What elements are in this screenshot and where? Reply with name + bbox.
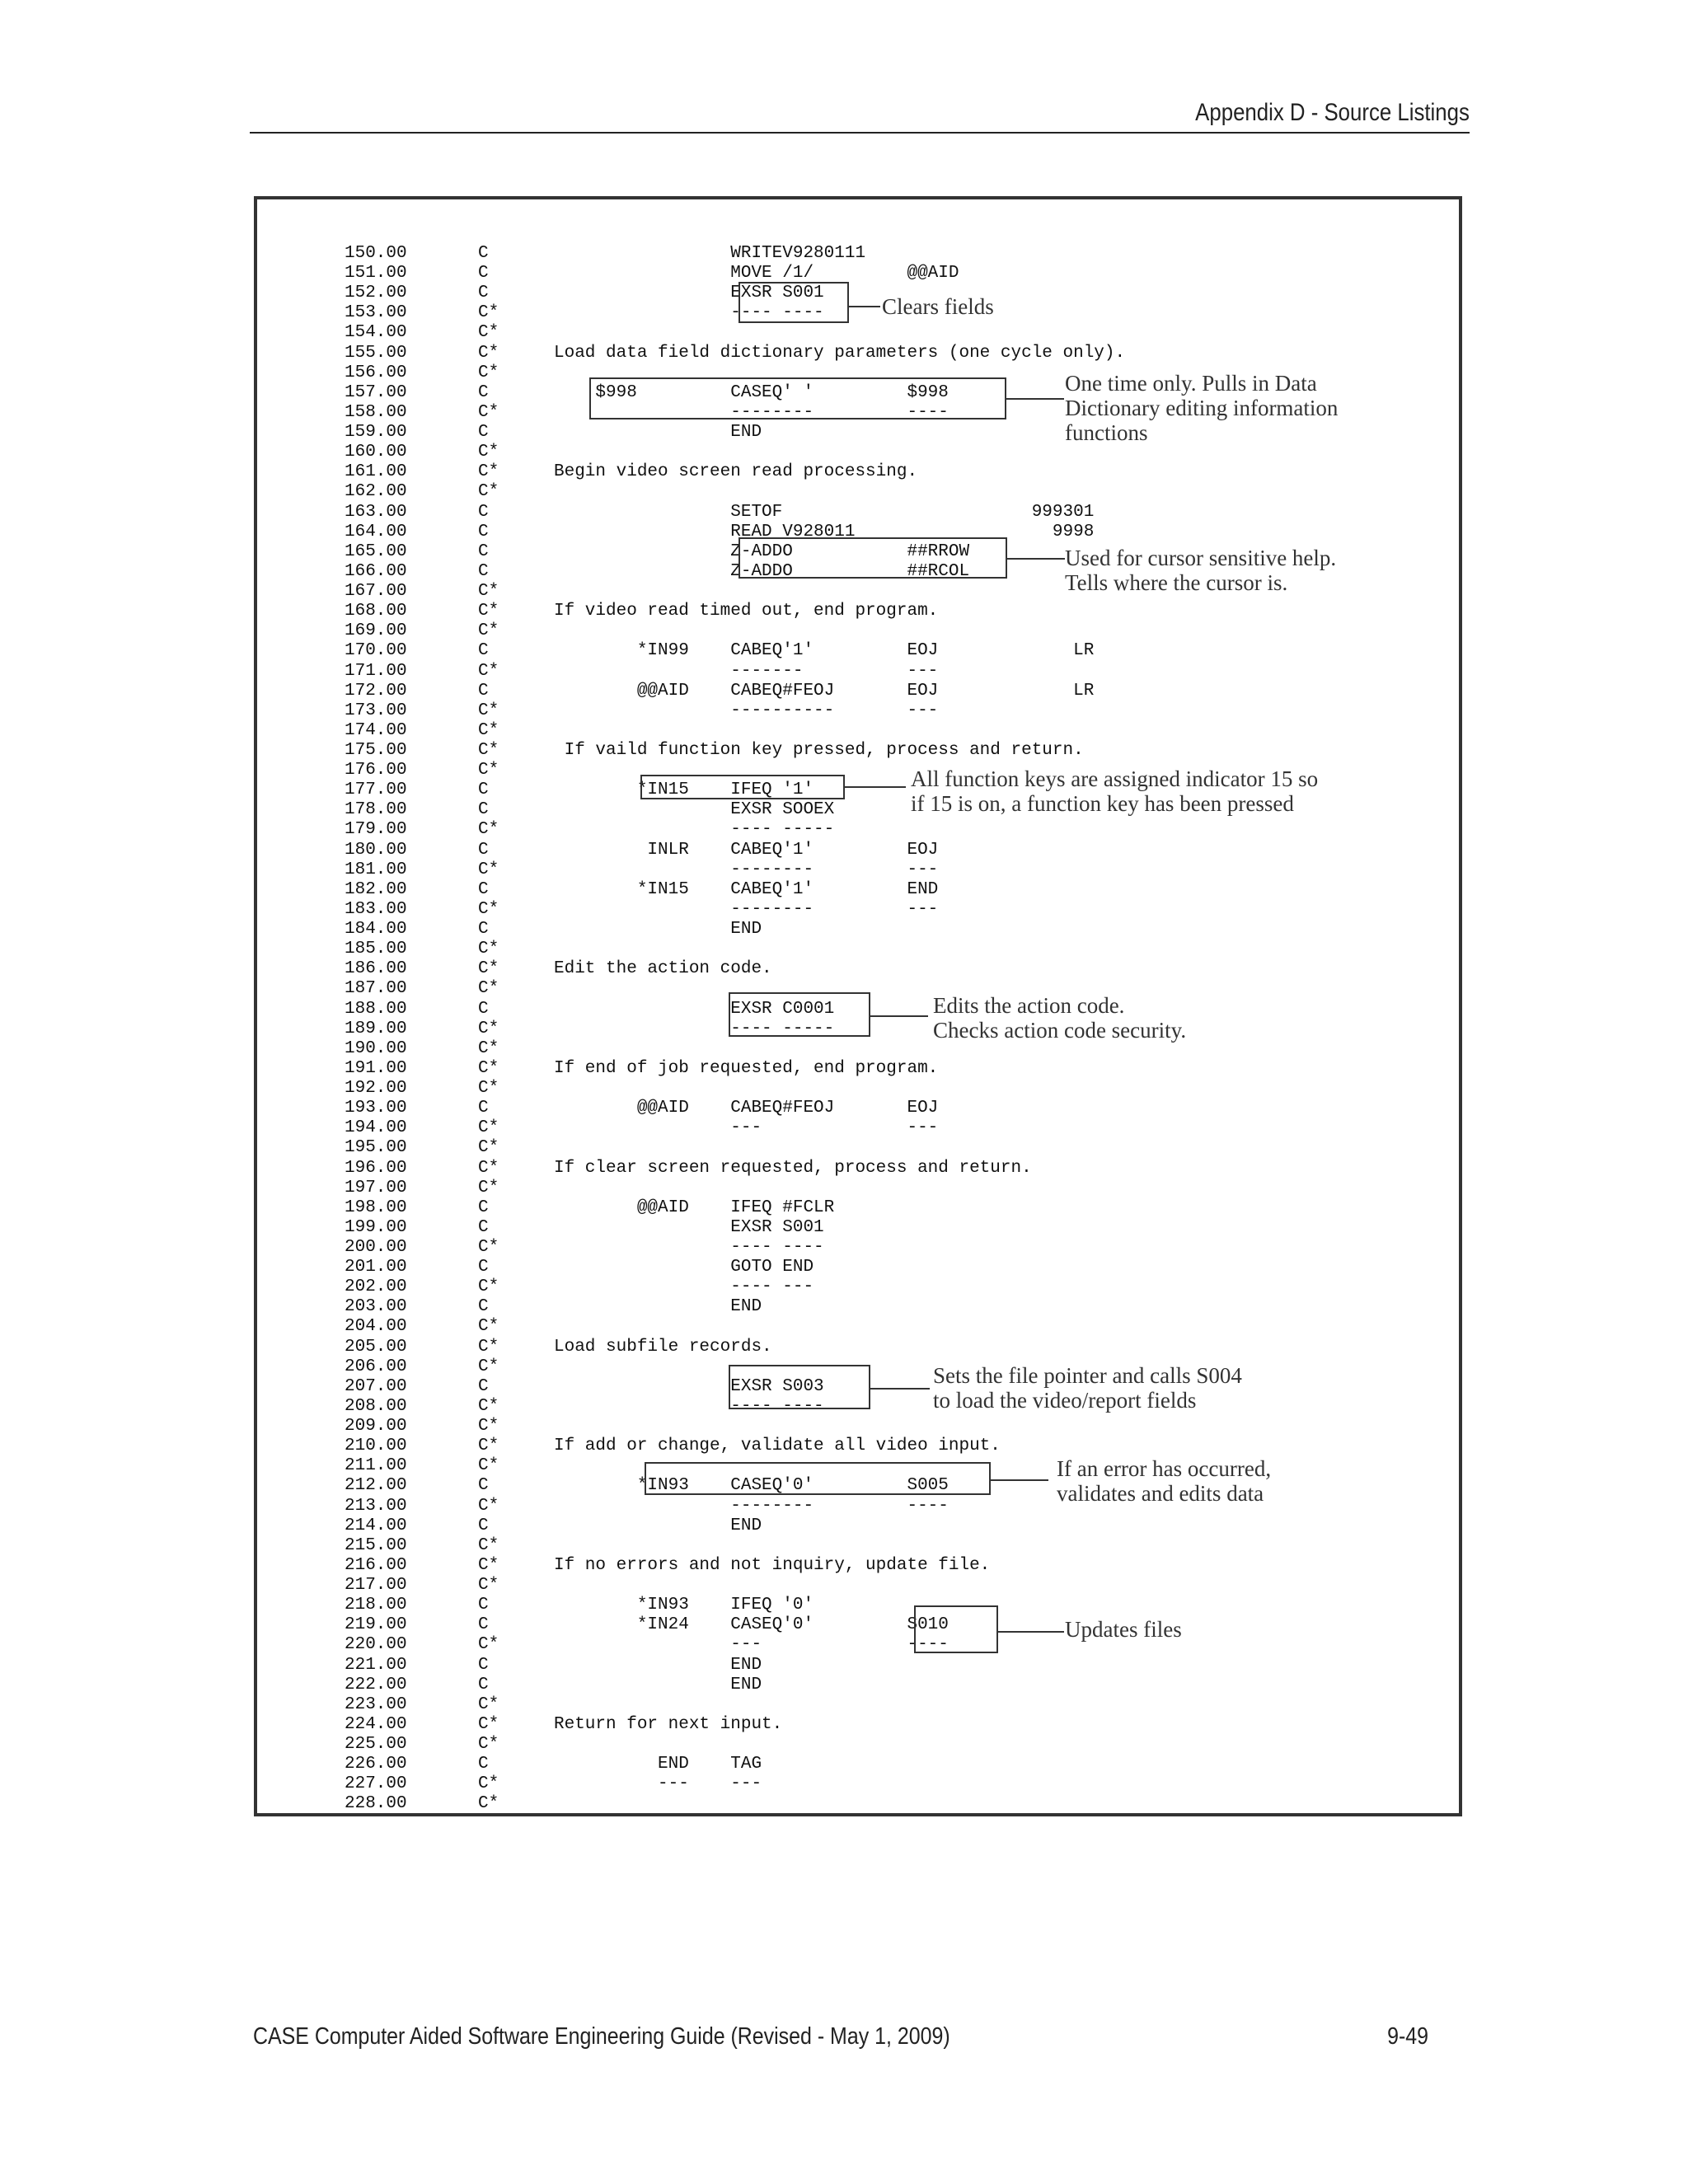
spec-type: C*	[478, 940, 499, 959]
spec-type: C*	[478, 661, 499, 681]
line-number: 184.00	[345, 920, 407, 940]
leader-one-time	[1006, 398, 1064, 400]
line-number: 174.00	[345, 720, 407, 740]
line-number: 185.00	[345, 940, 407, 959]
line-number: 207.00	[345, 1376, 407, 1396]
line-number: 154.00	[345, 323, 407, 343]
code-text: *IN15 CABEQ'1' END	[554, 879, 939, 899]
spec-type: C	[478, 244, 489, 263]
code-text: *IN93 CASEQ'0' S005	[554, 1476, 949, 1496]
line-number: 218.00	[345, 1596, 407, 1615]
spec-type: C	[478, 1376, 489, 1396]
line-number: 209.00	[345, 1417, 407, 1436]
line-number: 193.00	[345, 1099, 407, 1118]
code-text: ---- ----	[554, 1238, 824, 1257]
spec-type: C*	[478, 1714, 499, 1734]
spec-type: C*	[478, 1576, 499, 1596]
spec-type: C*	[478, 1555, 499, 1575]
callout-file-pointer: Sets the file pointer and calls S004 to load the video/report fields	[933, 1363, 1242, 1413]
code-text: @@AID CABEQ#FEOJ EOJ LR	[554, 681, 1095, 701]
box-exsr-s001	[738, 282, 849, 323]
code-text: If vaild function key pressed, process and return.	[554, 741, 1084, 760]
line-number: 171.00	[345, 661, 407, 681]
spec-type: C	[478, 800, 489, 820]
spec-type: C	[478, 999, 489, 1019]
line-number: 167.00	[345, 582, 407, 602]
code-text: READ V928011 9998	[554, 522, 1095, 541]
spec-type: C	[478, 681, 489, 701]
line-number: 199.00	[345, 1217, 407, 1237]
spec-type: C*	[478, 1178, 499, 1197]
line-number: 194.00	[345, 1118, 407, 1138]
line-number: 228.00	[345, 1794, 407, 1814]
line-number: 168.00	[345, 602, 407, 621]
line-number: 227.00	[345, 1774, 407, 1794]
line-number: 200.00	[345, 1238, 407, 1257]
spec-type: C*	[478, 1238, 499, 1257]
spec-type: C*	[478, 1118, 499, 1138]
line-number: 226.00	[345, 1755, 407, 1774]
code-text: EXSR S001	[554, 1217, 824, 1237]
code-text: ---- ---	[554, 1277, 814, 1297]
code-text: ---- -----	[554, 820, 835, 840]
code-text: INLR CABEQ'1' EOJ	[554, 840, 939, 860]
leader-clears-fields	[849, 306, 880, 307]
line-number: 201.00	[345, 1258, 407, 1277]
spec-type: C	[478, 1596, 489, 1615]
spec-type: C*	[478, 1694, 499, 1714]
box-exsr-c0001	[729, 992, 870, 1037]
page-header	[250, 97, 1470, 134]
spec-type: C*	[478, 1019, 499, 1038]
code-text: END	[554, 1297, 762, 1317]
line-number: 152.00	[345, 284, 407, 303]
spec-type: C*	[478, 899, 499, 919]
line-number: 151.00	[345, 264, 407, 284]
callout-one-time: One time only. Pulls in Data Dictionary editing information functions	[1065, 371, 1339, 445]
code-text: If no errors and not inquiry, update file.	[554, 1555, 991, 1575]
code-text: --- ---	[554, 1118, 939, 1138]
line-number: 183.00	[345, 899, 407, 919]
leader-cursor-help	[1007, 558, 1065, 560]
callout-edits-action: Edits the action code. Checks action code security.	[933, 993, 1187, 1043]
spec-type: C	[478, 879, 489, 899]
spec-type: C*	[478, 979, 499, 999]
line-number: 211.00	[345, 1456, 407, 1476]
callout-function-keys: All function keys are assigned indicator 15 so if 15 is on, a function key has been pressed	[911, 766, 1319, 816]
code-text: ------- ---	[554, 661, 939, 681]
line-number: 203.00	[345, 1297, 407, 1317]
spec-type: C*	[478, 1535, 499, 1555]
line-number: 159.00	[345, 423, 407, 443]
code-text: If clear screen requested, process and return.	[554, 1158, 1032, 1178]
spec-type: C*	[478, 1417, 499, 1436]
line-number: 165.00	[345, 541, 407, 561]
spec-type: C*	[478, 1635, 499, 1655]
line-number: 217.00	[345, 1576, 407, 1596]
line-number: 177.00	[345, 780, 407, 800]
spec-type: C*	[478, 741, 499, 760]
spec-type: C	[478, 1197, 489, 1217]
line-number: 213.00	[345, 1496, 407, 1516]
code-text: Load data field dictionary parameters (one cycle only).	[554, 343, 1126, 363]
code-text: If add or change, validate all video input.	[554, 1436, 1001, 1456]
line-number: 221.00	[345, 1655, 407, 1675]
code-text: If video read timed out, end program.	[554, 602, 939, 621]
code-text: Z-ADDO ##RROW	[554, 541, 970, 561]
code-text: -------- ----	[554, 402, 949, 422]
line-number: 214.00	[345, 1516, 407, 1535]
spec-type: C*	[478, 1337, 499, 1357]
spec-type: C*	[478, 959, 499, 979]
line-number: 222.00	[345, 1675, 407, 1694]
box-ifeq-in15	[640, 775, 845, 799]
line-number: 156.00	[345, 363, 407, 382]
code-text: ---------- ---	[554, 701, 939, 720]
spec-type: C*	[478, 701, 499, 720]
spec-type: C*	[478, 323, 499, 343]
code-text: EXSR S001	[554, 284, 824, 303]
spec-type: C*	[478, 621, 499, 641]
line-number: 150.00	[345, 244, 407, 263]
line-number: 175.00	[345, 741, 407, 760]
spec-type: C*	[478, 1038, 499, 1058]
spec-type: C	[478, 423, 489, 443]
line-number: 188.00	[345, 999, 407, 1019]
callout-clears-fields: Clears fields	[882, 294, 994, 319]
source-listing-frame	[254, 196, 1462, 1816]
spec-type: C	[478, 382, 489, 402]
box-caseq-998	[589, 377, 1006, 419]
line-number: 190.00	[345, 1038, 407, 1058]
spec-type: C	[478, 1615, 489, 1635]
spec-type: C	[478, 522, 489, 541]
line-number: 187.00	[345, 979, 407, 999]
spec-type: C	[478, 1655, 489, 1675]
line-number: 182.00	[345, 879, 407, 899]
line-number: 186.00	[345, 959, 407, 979]
spec-type: C*	[478, 343, 499, 363]
line-number: 181.00	[345, 860, 407, 879]
code-text: *IN24 CASEQ'0' S010	[554, 1615, 949, 1635]
code-text: $998 CASEQ' ' $998	[554, 382, 949, 402]
code-text: -------- ----	[554, 1496, 949, 1516]
spec-type: C	[478, 920, 489, 940]
code-text: -------- ---	[554, 860, 939, 879]
line-number: 191.00	[345, 1058, 407, 1078]
code-text: Load subfile records.	[554, 1337, 772, 1357]
spec-type: C	[478, 502, 489, 522]
code-text: WRITEV9280111	[554, 244, 866, 263]
callout-error-occurred: If an error has occurred, validates and edits data	[1057, 1456, 1272, 1506]
line-number: 210.00	[345, 1436, 407, 1456]
line-number: 179.00	[345, 820, 407, 840]
line-number: 157.00	[345, 382, 407, 402]
code-text: END TAG	[554, 1755, 762, 1774]
line-number: 208.00	[345, 1396, 407, 1416]
line-number: 197.00	[345, 1178, 407, 1197]
spec-type: C	[478, 780, 489, 800]
spec-type: C*	[478, 462, 499, 482]
line-number: 224.00	[345, 1714, 407, 1734]
spec-type: C*	[478, 1357, 499, 1376]
line-number: 180.00	[345, 840, 407, 860]
line-number: 202.00	[345, 1277, 407, 1297]
spec-type: C	[478, 1297, 489, 1317]
spec-type: C	[478, 1675, 489, 1694]
spec-type: C	[478, 1217, 489, 1237]
code-text: MOVE /1/ @@AID	[554, 264, 959, 284]
code-text: END	[554, 1675, 762, 1694]
code-text: --- ----	[554, 1635, 949, 1655]
spec-type: C*	[478, 1317, 499, 1337]
spec-type: C*	[478, 482, 499, 502]
line-number: 155.00	[345, 343, 407, 363]
code-text: *IN93 IFEQ '0'	[554, 1596, 814, 1615]
leader-edits-action	[870, 1015, 928, 1017]
line-number: 176.00	[345, 761, 407, 780]
spec-type: C*	[478, 860, 499, 879]
spec-type: C	[478, 1476, 489, 1496]
line-number: 164.00	[345, 522, 407, 541]
spec-type: C	[478, 840, 489, 860]
line-number: 198.00	[345, 1197, 407, 1217]
line-number: 196.00	[345, 1158, 407, 1178]
line-number: 206.00	[345, 1357, 407, 1376]
spec-type: C*	[478, 1158, 499, 1178]
line-number: 173.00	[345, 701, 407, 720]
code-text: Z-ADDO ##RCOL	[554, 561, 970, 581]
code-text: END	[554, 1655, 762, 1675]
code-text: GOTO END	[554, 1258, 814, 1277]
code-text: *IN15 IFEQ '1'	[554, 780, 814, 800]
spec-type: C	[478, 561, 489, 581]
code-text: Begin video screen read processing.	[554, 462, 918, 482]
line-number: 216.00	[345, 1555, 407, 1575]
spec-type: C	[478, 641, 489, 661]
callout-cursor-help: Used for cursor sensitive help. Tells where the cursor is.	[1065, 546, 1337, 595]
line-number: 178.00	[345, 800, 407, 820]
line-number: 212.00	[345, 1476, 407, 1496]
code-text: ---- ----	[554, 303, 824, 323]
box-z-addo	[738, 537, 1007, 579]
spec-type: C	[478, 1099, 489, 1118]
line-number: 161.00	[345, 462, 407, 482]
spec-type: C*	[478, 1277, 499, 1297]
line-number: 225.00	[345, 1735, 407, 1754]
line-number: 172.00	[345, 681, 407, 701]
box-s010	[914, 1605, 998, 1653]
line-number: 215.00	[345, 1535, 407, 1555]
line-number: 153.00	[345, 303, 407, 323]
spec-type: C*	[478, 761, 499, 780]
spec-type: C*	[478, 402, 499, 422]
spec-type: C	[478, 1258, 489, 1277]
code-text: -------- ---	[554, 899, 939, 919]
footer-page-number: 9-49	[1387, 2023, 1428, 2050]
leader-error-occurred	[991, 1479, 1048, 1481]
line-number: 195.00	[345, 1138, 407, 1158]
spec-type: C*	[478, 1079, 499, 1099]
line-number: 223.00	[345, 1694, 407, 1714]
spec-type: C*	[478, 720, 499, 740]
spec-type: C*	[478, 1396, 499, 1416]
callout-updates-files: Updates files	[1065, 1617, 1182, 1642]
line-number: 163.00	[345, 502, 407, 522]
code-text: EXSR C0001	[554, 999, 835, 1019]
box-caseq-s005	[645, 1462, 991, 1495]
code-text: *IN99 CABEQ'1' EOJ LR	[554, 641, 1095, 661]
spec-type: C*	[478, 1436, 499, 1456]
line-number: 162.00	[345, 482, 407, 502]
code-text: ---- -----	[554, 1019, 835, 1038]
spec-type: C*	[478, 1735, 499, 1754]
spec-type: C	[478, 541, 489, 561]
code-text: --- ---	[554, 1774, 762, 1794]
spec-type: C	[478, 1516, 489, 1535]
spec-type: C*	[478, 1794, 499, 1814]
spec-type: C*	[478, 303, 499, 323]
line-number: 170.00	[345, 641, 407, 661]
code-text: ---- ----	[554, 1396, 824, 1416]
line-number: 220.00	[345, 1635, 407, 1655]
code-text: SETOF 999301	[554, 502, 1095, 522]
code-text: END	[554, 1516, 762, 1535]
code-text: Edit the action code.	[554, 959, 772, 979]
code-text: @@AID IFEQ #FCLR	[554, 1197, 835, 1217]
line-number: 205.00	[345, 1337, 407, 1357]
line-number: 192.00	[345, 1079, 407, 1099]
code-text: EXSR SOOEX	[554, 800, 835, 820]
spec-type: C*	[478, 1456, 499, 1476]
line-number: 169.00	[345, 621, 407, 641]
spec-type: C*	[478, 1058, 499, 1078]
line-number: 166.00	[345, 561, 407, 581]
spec-type: C	[478, 284, 489, 303]
leader-updates-files	[998, 1631, 1064, 1633]
leader-function-keys	[845, 786, 906, 788]
code-text: Return for next input.	[554, 1714, 783, 1734]
spec-type: C*	[478, 602, 499, 621]
spec-type: C*	[478, 1138, 499, 1158]
code-text: If end of job requested, end program.	[554, 1058, 939, 1078]
code-text: END	[554, 920, 762, 940]
box-exsr-s003	[729, 1365, 870, 1409]
code-text: EXSR S003	[554, 1376, 824, 1396]
spec-type: C	[478, 1755, 489, 1774]
code-text: END	[554, 423, 762, 443]
line-number: 160.00	[345, 443, 407, 462]
spec-type: C*	[478, 1496, 499, 1516]
line-number: 158.00	[345, 402, 407, 422]
header-title: Appendix D - Source Listings	[1195, 99, 1470, 126]
spec-type: C*	[478, 1774, 499, 1794]
spec-type: C*	[478, 363, 499, 382]
line-number: 219.00	[345, 1615, 407, 1635]
line-number: 189.00	[345, 1019, 407, 1038]
spec-type: C*	[478, 443, 499, 462]
leader-file-pointer	[870, 1388, 930, 1390]
footer-guide-title: CASE Computer Aided Software Engineering Guide (Revised - May 1, 2009)	[253, 2023, 950, 2050]
spec-type: C*	[478, 820, 499, 840]
spec-type: C*	[478, 582, 499, 602]
spec-type: C	[478, 264, 489, 284]
line-number: 204.00	[345, 1317, 407, 1337]
code-text: @@AID CABEQ#FEOJ EOJ	[554, 1099, 939, 1118]
